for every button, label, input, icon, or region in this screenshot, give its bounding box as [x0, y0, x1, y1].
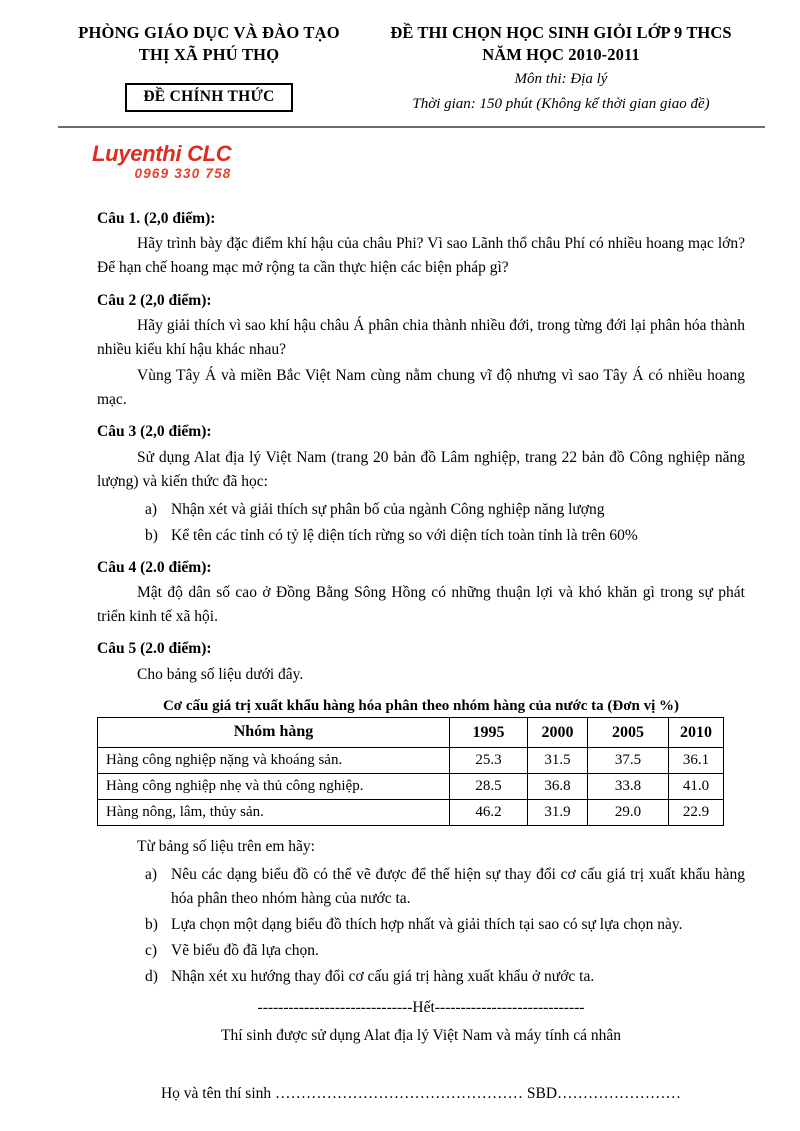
list-text: Nêu các dạng biểu đồ có thể vẽ được để thể hiện sự thay đổi cơ cấu giá trị xuất khẩu hàng hóa phân theo nhóm hàng của nước ta.	[171, 866, 745, 908]
header-divider	[58, 126, 765, 128]
logo-name: Luyenthi CLC	[92, 141, 232, 166]
table-header-1995: 1995	[450, 718, 528, 748]
official-exam-badge: ĐỀ CHÍNH THỨC	[125, 83, 292, 112]
after-table-sublist	[97, 863, 745, 989]
table-row	[98, 748, 724, 774]
cell-value: 46.2	[450, 800, 528, 826]
list-text: Nhận xét và giải thích sự phân bố của ngành Công nghiệp năng lượng	[171, 500, 605, 518]
question-2-heading: Câu 2 (2,0 điểm):	[97, 291, 212, 309]
list-text: Kể tên các tỉnh có tỷ lệ diện tích rừng so với diện tích toàn tỉnh là trên 60%	[171, 526, 638, 544]
cell-value: 33.8	[588, 774, 669, 800]
question-5-heading: Câu 5 (2.0 điểm):	[97, 640, 212, 658]
exam-content	[97, 208, 745, 1102]
question-4-paragraph: Mật độ dân số cao ở Đồng Bằng Sông Hồng có những thuận lợi và khó khăn gì trong sự phát triển kinh tế xã hội.	[97, 584, 745, 626]
row-label: Hàng công nghiệp nặng và khoáng sản.	[98, 748, 450, 774]
cell-value: 36.1	[669, 748, 724, 774]
row-label: Hàng công nghiệp nhẹ và thủ công nghiệp.	[98, 774, 450, 800]
table-row	[98, 774, 724, 800]
header-right-block	[360, 22, 770, 115]
table-caption: Cơ cấu giá trị xuất khẩu hàng hóa phân theo nhóm hàng của nước ta (Đơn vị %)	[162, 697, 680, 714]
exam-title-line2: NĂM HỌC 2010-2011	[482, 44, 640, 64]
list-text: Lựa chọn một dạng biểu đồ thích hợp nhất và giải thích tại sao có sự lựa chọn này.	[171, 916, 683, 934]
list-marker: b)	[145, 916, 158, 934]
department-name-line2: THỊ XÃ PHÚ THỌ	[138, 44, 280, 64]
question-1-paragraph: Hãy trình bày đặc điểm khí hậu của châu Phi? Vì sao Lãnh thổ châu Phí có nhiều hoang mạc lớn? Để hạn chế hoang mạc mở rộng ta cần thực hiện các biện pháp gì?	[97, 235, 745, 277]
end-marker: ------------------------------Hết-----------------------------	[257, 999, 585, 1017]
table-header-row	[98, 718, 724, 748]
document-header	[0, 0, 800, 115]
list-item	[145, 939, 745, 963]
question-1-heading: Câu 1. (2,0 điểm):	[97, 210, 216, 227]
exam-note: Thí sinh được sử dụng Alat địa lý Việt Nam và máy tính cá nhân	[220, 1026, 622, 1044]
cell-value: 28.5	[450, 774, 528, 800]
cell-value: 36.8	[528, 774, 588, 800]
exam-subject: Môn thi: Địa lý	[514, 70, 608, 87]
table-header-group: Nhóm hàng	[98, 718, 450, 748]
list-marker: b)	[145, 526, 158, 544]
signature-text: Họ và tên thí sinh ………………………………………… SBD……………………	[160, 1085, 682, 1102]
cell-value: 29.0	[588, 800, 669, 826]
cell-value: 31.9	[528, 800, 588, 826]
department-name-line1: PHÒNG GIÁO DỤC VÀ ĐÀO TẠO	[78, 23, 340, 42]
table-header-2000: 2000	[528, 718, 588, 748]
question-2-paragraph-2: Vùng Tây Á và miền Bắc Việt Nam cùng nằm chung vĩ độ nhưng vì sao Tây Á có nhiều hoang mạc.	[97, 367, 745, 409]
list-text: Vẽ biểu đồ đã lựa chọn.	[171, 942, 319, 960]
question-4-heading: Câu 4 (2.0 điểm):	[97, 558, 212, 576]
list-item	[145, 863, 745, 911]
exam-duration: Thời gian: 150 phút (Không kể thời gian giao đề)	[412, 95, 710, 112]
table-header-2005: 2005	[588, 718, 669, 748]
question-3-paragraph: Sử dụng Alat địa lý Việt Nam (trang 20 bản đồ Lâm nghiệp, trang 22 bản đồ Công nghiệp năng lượng) và kiến thức đã học:	[97, 448, 745, 490]
question-3-heading: Câu 3 (2,0 điểm):	[97, 423, 212, 441]
cell-value: 22.9	[669, 800, 724, 826]
table-row	[98, 800, 724, 826]
row-label: Hàng nông, lâm, thủy sản.	[98, 800, 450, 826]
export-structure-table	[97, 717, 724, 826]
cell-value: 25.3	[450, 748, 528, 774]
question-2-paragraph-1: Hãy giải thích vì sao khí hậu châu Á phân chia thành nhiều đới, trong từng đới lại phân hóa thành nhiều kiểu khí hậu khác nhau?	[97, 316, 745, 358]
list-marker: a)	[145, 866, 158, 884]
list-item	[145, 965, 745, 989]
logo-phone: 0969 330 758	[134, 166, 232, 181]
list-marker: c)	[145, 942, 158, 960]
question-5-paragraph: Cho bảng số liệu dưới đây.	[137, 665, 304, 683]
list-item	[145, 913, 745, 937]
table-header-2010: 2010	[669, 718, 724, 748]
cell-value: 41.0	[669, 774, 724, 800]
list-marker: a)	[145, 500, 158, 518]
header-left-block	[30, 22, 360, 115]
watermark-logo	[88, 143, 288, 182]
list-marker: d)	[145, 968, 158, 986]
cell-value: 31.5	[528, 748, 588, 774]
question-3-sublist	[97, 498, 745, 548]
candidate-signature-line	[97, 1085, 745, 1103]
list-item	[145, 498, 745, 522]
after-table-intro: Từ bảng số liệu trên em hãy:	[137, 838, 315, 856]
list-item	[145, 524, 745, 548]
cell-value: 37.5	[588, 748, 669, 774]
list-text: Nhận xét xu hướng thay đổi cơ cấu giá trị hàng xuất khẩu ở nước ta.	[171, 968, 595, 986]
exam-title-line1: ĐỀ THI CHỌN HỌC SINH GIỎI LỚP 9 THCS	[390, 23, 732, 42]
